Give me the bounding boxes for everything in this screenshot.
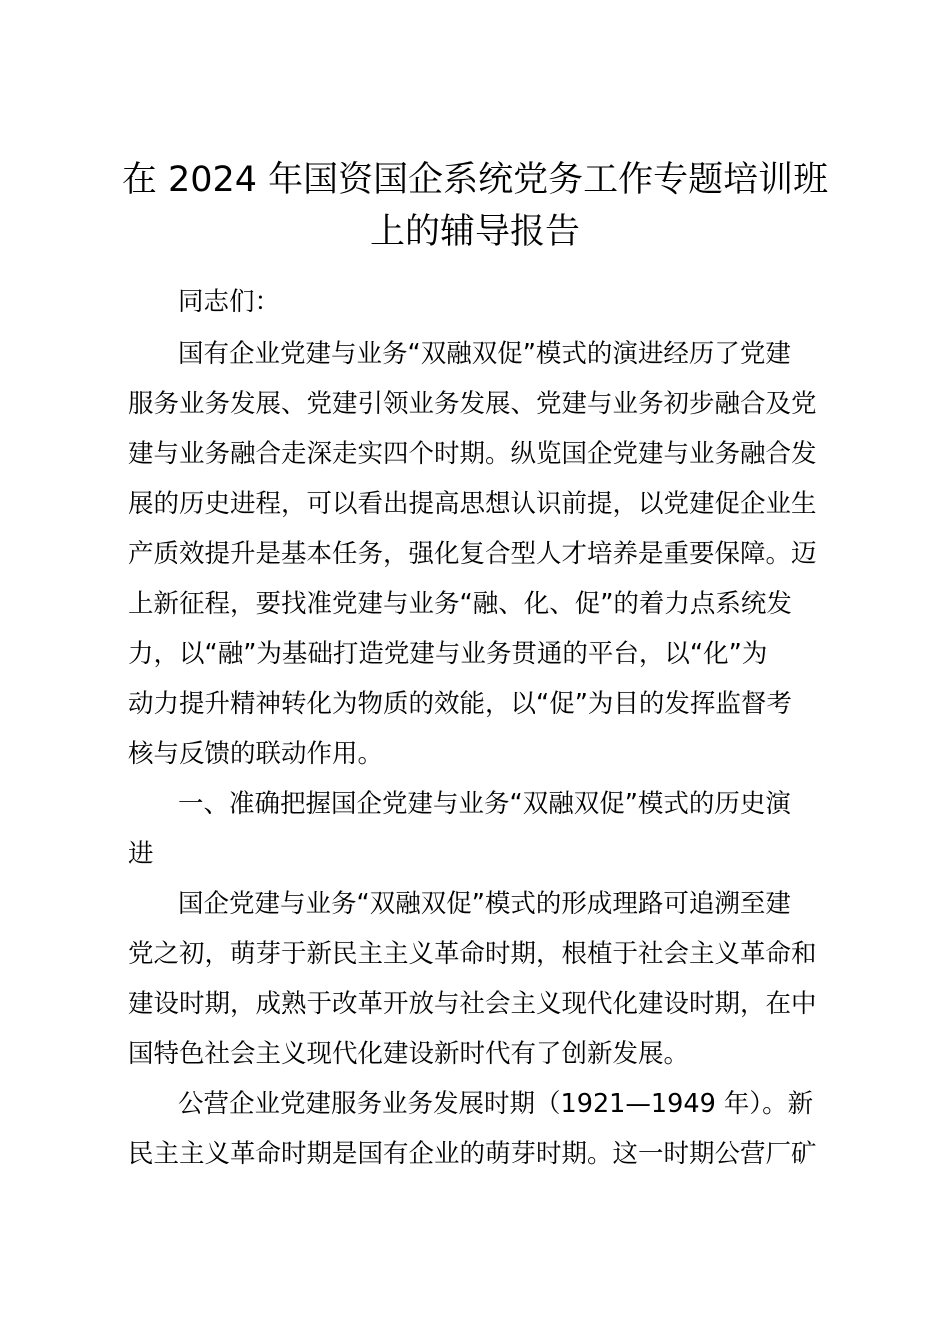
body-line: 公营企业党建服务业务发展时期（1921—1949 年）。新 [178, 1089, 814, 1119]
body-line: 展的历史进程，可以看出提高思想认识前提，以党建促企业生 [128, 489, 817, 519]
body-line: 上新征程，要找准党建与业务“融、化、促”的着力点系统发 [128, 589, 792, 619]
body-line: 服务业务发展、党建引领业务发展、党建与业务初步融合及党 [128, 389, 817, 419]
body-line: 国企党建与业务“双融双促”模式的形成理路可追溯至建 [178, 889, 791, 919]
document-title-line-1: 在 2024 年国资国企系统党务工作专题培训班 [121, 160, 829, 200]
body-line: 产质效提升是基本任务，强化复合型人才培养是重要保障。迈 [128, 539, 817, 569]
body-line: 核与反馈的联动作用。 [128, 739, 384, 769]
body-line: 国特色社会主义现代化建设新时代有了创新发展。 [128, 1039, 690, 1069]
section-heading-line: 进 [128, 839, 154, 869]
body-line: 国有企业党建与业务“双融双促”模式的演进经历了党建 [178, 339, 791, 369]
body-line: 党之初，萌芽于新民主主义革命时期，根植于社会主义革命和 [128, 939, 817, 969]
body-line: 建设时期，成熟于改革开放与社会主义现代化建设时期，在中 [128, 989, 817, 1019]
document-title-line-2: 上的辅导报告 [369, 212, 580, 252]
body-line: 建与业务融合走深走实四个时期。纵览国企党建与业务融合发 [128, 439, 817, 469]
section-heading-line: 一、准确把握国企党建与业务“双融双促”模式的历史演 [178, 789, 791, 819]
body-line: 民主主义革命时期是国有企业的萌芽时期。这一时期公营厂矿 [128, 1139, 817, 1169]
body-line: 动力提升精神转化为物质的效能，以“促”为目的发挥监督考 [128, 689, 792, 719]
salutation: 同志们： [178, 287, 281, 317]
body-line: 力，以“融”为基础打造党建与业务贯通的平台，以“化”为 [128, 639, 768, 669]
